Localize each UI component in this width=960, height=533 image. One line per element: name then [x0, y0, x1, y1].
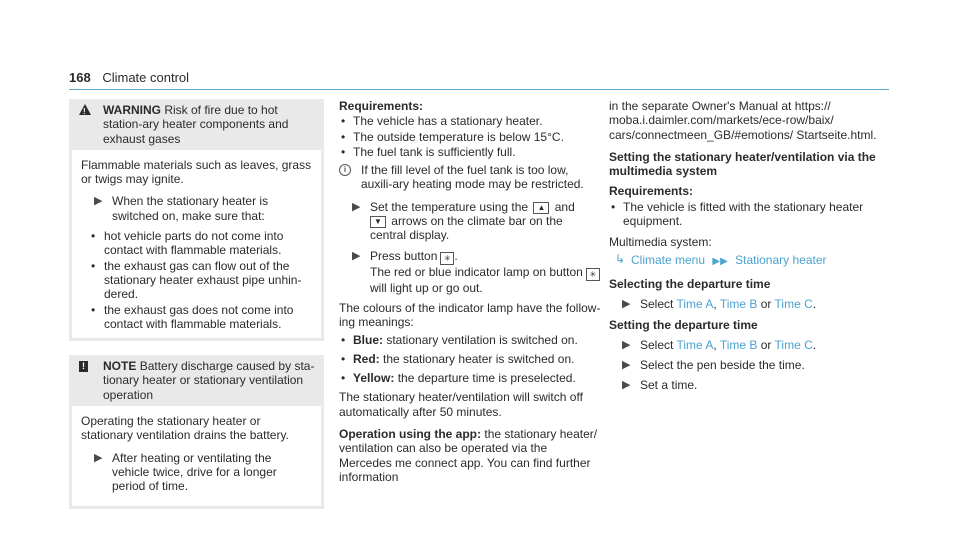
climate-menu-link[interactable]: Climate menu [631, 252, 706, 267]
warning-step: ▶ When the stationary heater is switched on, make sure that: [94, 194, 269, 223]
list-item: • The fuel tank is sufficiently full. [341, 144, 516, 159]
list-item: • the exhaust gas does not come into contact with flammable materials. [91, 302, 294, 331]
step-set-time: ▶ Set a time. [622, 378, 698, 393]
column-2 [339, 99, 601, 492]
chevron-right-icon: ▶▶ [712, 255, 728, 267]
step-arrow-icon: ▶ [352, 200, 361, 213]
note-box [69, 355, 324, 508]
note-header [69, 355, 324, 406]
time-b-link[interactable]: Time B [719, 297, 758, 312]
step-arrow-icon: ▶ [622, 359, 631, 372]
section-title: Climate control [102, 70, 190, 85]
step-select-pen: ▶ Select the pen beside the time. [622, 358, 805, 373]
step-arrow-icon: ▶ [622, 338, 631, 351]
time-c-link[interactable]: Time C [774, 297, 813, 312]
note-step: ▶ After heating or ventilating the vehicle twice, drive for a longer period of time. [94, 450, 277, 494]
requirements-title: Requirements: [339, 99, 424, 113]
manual-reference: in the separate Owner's Manual at https:// moba.i.daimler.com/markets/ece-row/baix/ cars/connectmeen_GB/#emotions/ Startseite.html. [609, 99, 877, 142]
arrow-down-icon: ▼ [370, 216, 386, 228]
page-number: 168 [69, 70, 91, 85]
fan-button-icon: ✳ [440, 252, 454, 265]
page-header [69, 70, 189, 85]
step-select-time: ▶ Select Time A, Time B or Time C. [622, 297, 817, 312]
list-item: • The vehicle has a stationary heater. [341, 114, 543, 129]
note-body [72, 406, 321, 505]
section-heading: Setting the stationary heater/ventilation via the multimedia system [609, 149, 876, 179]
list-item: • Blue: stationary ventilation is switched on. [341, 332, 578, 347]
list-item: • Red: the stationary heater is switched on. [341, 351, 575, 366]
list-item: • the exhaust gas can flow out of the stationary heater exhaust pipe unhin-dered. [91, 258, 302, 302]
multimedia-label: Multimedia system: [609, 235, 712, 250]
warning-headline: Risk of fire due to hot station-ary heater components and exhaust gases [103, 103, 289, 146]
info-note: i If the fill level of the fuel tank is too low, auxili-ary heating mode may be restricted. [339, 163, 601, 192]
menu-path [609, 253, 891, 269]
requirements-title: Requirements: [609, 184, 694, 199]
colours-intro: The colours of the indicator lamp have the follow-ing meanings: [339, 300, 601, 330]
step-arrow-icon: ▶ [622, 298, 631, 311]
info-icon: i [339, 164, 351, 176]
subheading-setting: Setting the departure time [609, 317, 758, 332]
step-select-time-2: ▶ Select Time A, Time B or Time C. [622, 337, 817, 352]
list-item: • hot vehicle parts do not come into contact with flammable materials. [91, 229, 284, 258]
fan-button-icon: ✳ [586, 268, 600, 281]
note-icon: ! [79, 361, 88, 372]
switch-off-text: The stationary heater/ventilation will switch off automatically after 50 minutes. [339, 390, 583, 419]
subheading-selecting: Selecting the departure time [609, 276, 771, 291]
step-arrow-icon: ▶ [352, 249, 361, 262]
stationary-heater-link[interactable]: Stationary heater [735, 252, 827, 267]
note-headline: Battery discharge caused by sta-tionary heater or stationary ventilation operation [103, 359, 315, 402]
list-item: • The outside temperature is below 15°C. [341, 129, 564, 144]
warning-label: WARNING [103, 103, 161, 117]
menu-hook-icon: ↳ [615, 251, 626, 266]
time-c-link[interactable]: Time C [774, 337, 813, 352]
warning-box [69, 99, 324, 341]
step-press-button: ▶ Press button ✳ . The red or blue indicator lamp on button ✳ will light up or go out. [339, 249, 601, 295]
step-arrow-icon: ▶ [622, 379, 631, 392]
header-rule [69, 89, 889, 90]
warning-icon [79, 104, 91, 115]
note-label: NOTE [103, 359, 137, 374]
list-item: • Yellow: the departure time is preselected. [341, 371, 576, 386]
step-set-temperature: ▶ Set the temperature using the ▲ and ▼ arrows on the climate bar on the central display. [352, 199, 575, 243]
warning-header [69, 99, 324, 150]
list-item: • The vehicle is fitted with the stationary heater equipment. [611, 199, 864, 229]
time-b-link[interactable]: Time B [719, 337, 758, 352]
warning-intro: Flammable materials such as leaves, grass or twigs may ignite. [81, 157, 312, 187]
step-arrow-icon: ▶ [94, 451, 103, 464]
column-3 [609, 99, 891, 399]
warning-body [72, 150, 321, 338]
step-arrow-icon: ▶ [94, 195, 103, 208]
note-text: Operating the stationary heater or stationary ventilation drains the battery. [81, 414, 289, 443]
arrow-up-icon: ▲ [533, 202, 549, 214]
app-operation: Operation using the app: the stationary heater/ ventilation can also be operated via the Mercedes me connect app. You can find further information [339, 427, 598, 484]
time-a-link[interactable]: Time A [676, 297, 714, 312]
time-a-link[interactable]: Time A [676, 337, 714, 352]
column-1 [69, 99, 324, 509]
